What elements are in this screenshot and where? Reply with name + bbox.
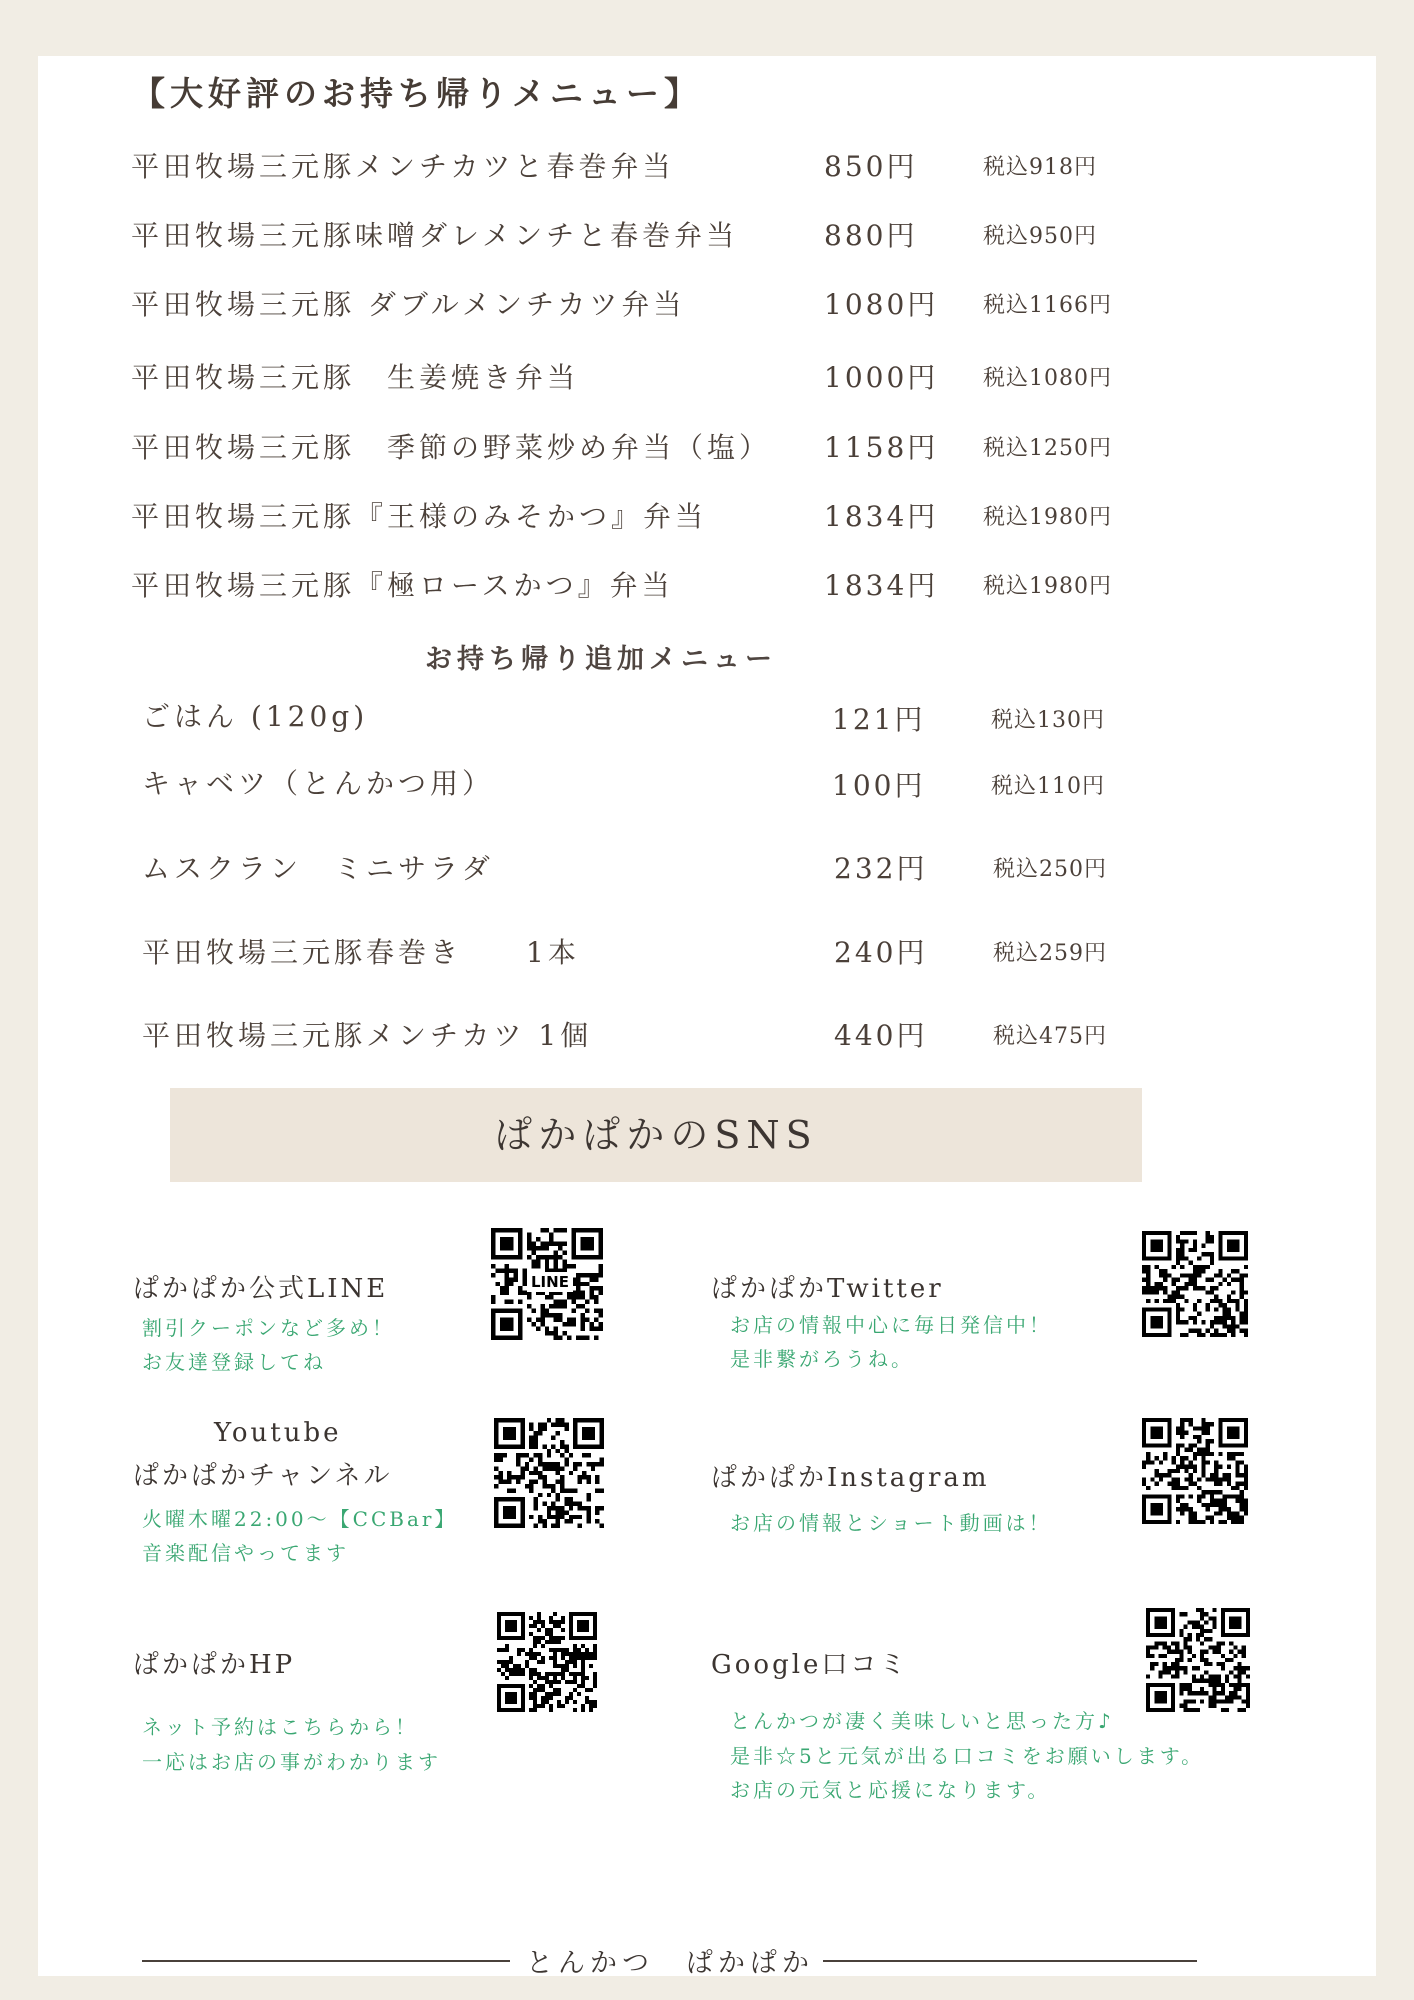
extra-item-tax: 税込250円: [993, 857, 1107, 882]
instagram-name: ぱかぱかInstagram: [711, 1463, 990, 1493]
extra-item-tax: 税込475円: [993, 1024, 1107, 1049]
google-review-name: Google口コミ: [711, 1650, 909, 1680]
extra-item-name: キャベツ（とんかつ用）: [142, 767, 495, 800]
menu-item-name: 平田牧場三元豚 ダブルメンチカツ弁当: [131, 288, 686, 321]
menu-item-name: 平田牧場三元豚 生姜焼き弁当: [131, 361, 580, 394]
youtube-channel-name: ぱかぱかチャンネル: [133, 1461, 393, 1491]
google-desc: とんかつが凄く美味しいと思った方♪: [730, 1709, 1114, 1733]
extra-item-price: 100円: [832, 769, 926, 802]
twitter-qr-code[interactable]: [1142, 1231, 1248, 1337]
extras-title: お持ち帰り追加メニュー: [425, 644, 777, 675]
hp-desc: 一応はお店の事がわかります: [142, 1750, 441, 1774]
menu-item-price: 1834円: [824, 500, 939, 533]
menu-item-price: 1000円: [824, 361, 939, 394]
hp-qr-code[interactable]: [497, 1612, 597, 1712]
menu-item-name: 平田牧場三元豚味噌ダレメンチと春巻弁当: [131, 219, 739, 252]
menu-item-tax: 税込918円: [983, 155, 1097, 180]
extra-item-tax: 税込110円: [991, 774, 1105, 799]
sns-banner: [170, 1088, 1142, 1182]
menu-item-tax: 税込1166円: [983, 293, 1112, 318]
google-qr-code[interactable]: [1146, 1608, 1250, 1712]
menu-item-name: 平田牧場三元豚『極ロースかつ』弁当: [131, 569, 674, 602]
hp-desc: ネット予約はこちらから！: [142, 1715, 418, 1739]
footer-rule-right: [823, 1960, 1197, 1962]
menu-item-name: 平田牧場三元豚メンチカツと春巻弁当: [131, 150, 675, 183]
menu-item-tax: 税込950円: [983, 224, 1097, 249]
footer-rule-left: [142, 1960, 510, 1962]
menu-item-tax: 税込1980円: [983, 574, 1112, 599]
google-desc: お店の元気と応援になります。: [730, 1778, 1051, 1802]
extra-item-price: 240円: [834, 936, 928, 969]
extra-item-price: 232円: [834, 852, 928, 885]
line-qr-label: LINE: [527, 1272, 573, 1292]
menu-item-price: 850円: [824, 150, 918, 183]
footer-shop-name: とんかつ ぱかぱか: [526, 1948, 814, 1979]
menu-item-tax: 税込1980円: [983, 505, 1112, 530]
menu-item-name: 平田牧場三元豚『王様のみそかつ』弁当: [131, 500, 708, 533]
menu-item-price: 1834円: [824, 569, 939, 602]
extra-item-name: ムスクラン ミニサラダ: [142, 852, 494, 885]
extra-item-name: 平田牧場三元豚メンチカツ 1個: [142, 1019, 593, 1052]
extra-item-tax: 税込259円: [993, 941, 1107, 966]
instagram-desc: お店の情報とショート動画は！: [730, 1511, 1052, 1535]
extra-item-name: 平田牧場三元豚春巻き 1本: [142, 936, 580, 969]
twitter-desc: お店の情報中心に毎日発信中！: [730, 1313, 1052, 1337]
menu-item-price: 1080円: [824, 288, 939, 321]
extra-item-tax: 税込130円: [991, 708, 1105, 733]
menu-title: 【大好評のお持ち帰りメニュー】: [132, 74, 702, 113]
youtube-name: Youtube: [214, 1418, 342, 1448]
line-desc: お友達登録してね: [142, 1350, 326, 1374]
instagram-qr-code[interactable]: [1142, 1418, 1248, 1524]
menu-item-price: 1158円: [824, 431, 939, 464]
extra-item-price: 121円: [832, 703, 926, 736]
menu-item-price: 880円: [824, 219, 918, 252]
twitter-desc: 是非繋がろうね。: [730, 1347, 914, 1371]
menu-item-tax: 税込1250円: [983, 436, 1112, 461]
twitter-name: ぱかぱかTwitter: [711, 1274, 944, 1304]
line-desc: 割引クーポンなど多め！: [142, 1316, 395, 1340]
youtube-desc: 音楽配信やってます: [142, 1541, 349, 1565]
menu-item-tax: 税込1080円: [983, 366, 1112, 391]
sns-title: ぱかぱかのSNS: [494, 1113, 818, 1157]
youtube-qr-code[interactable]: [494, 1418, 604, 1528]
menu-item-name: 平田牧場三元豚 季節の野菜炒め弁当（塩）: [131, 431, 772, 464]
google-desc: 是非☆5と元気が出る口コミをお願いします。: [730, 1744, 1205, 1768]
line-name: ぱかぱか公式LINE: [133, 1274, 389, 1304]
youtube-desc: 火曜木曜22:00〜【CCBar】: [142, 1507, 458, 1531]
hp-name: ぱかぱかHP: [133, 1650, 296, 1680]
extra-item-name: ごはん (120g): [142, 700, 369, 733]
extra-item-price: 440円: [834, 1019, 928, 1052]
